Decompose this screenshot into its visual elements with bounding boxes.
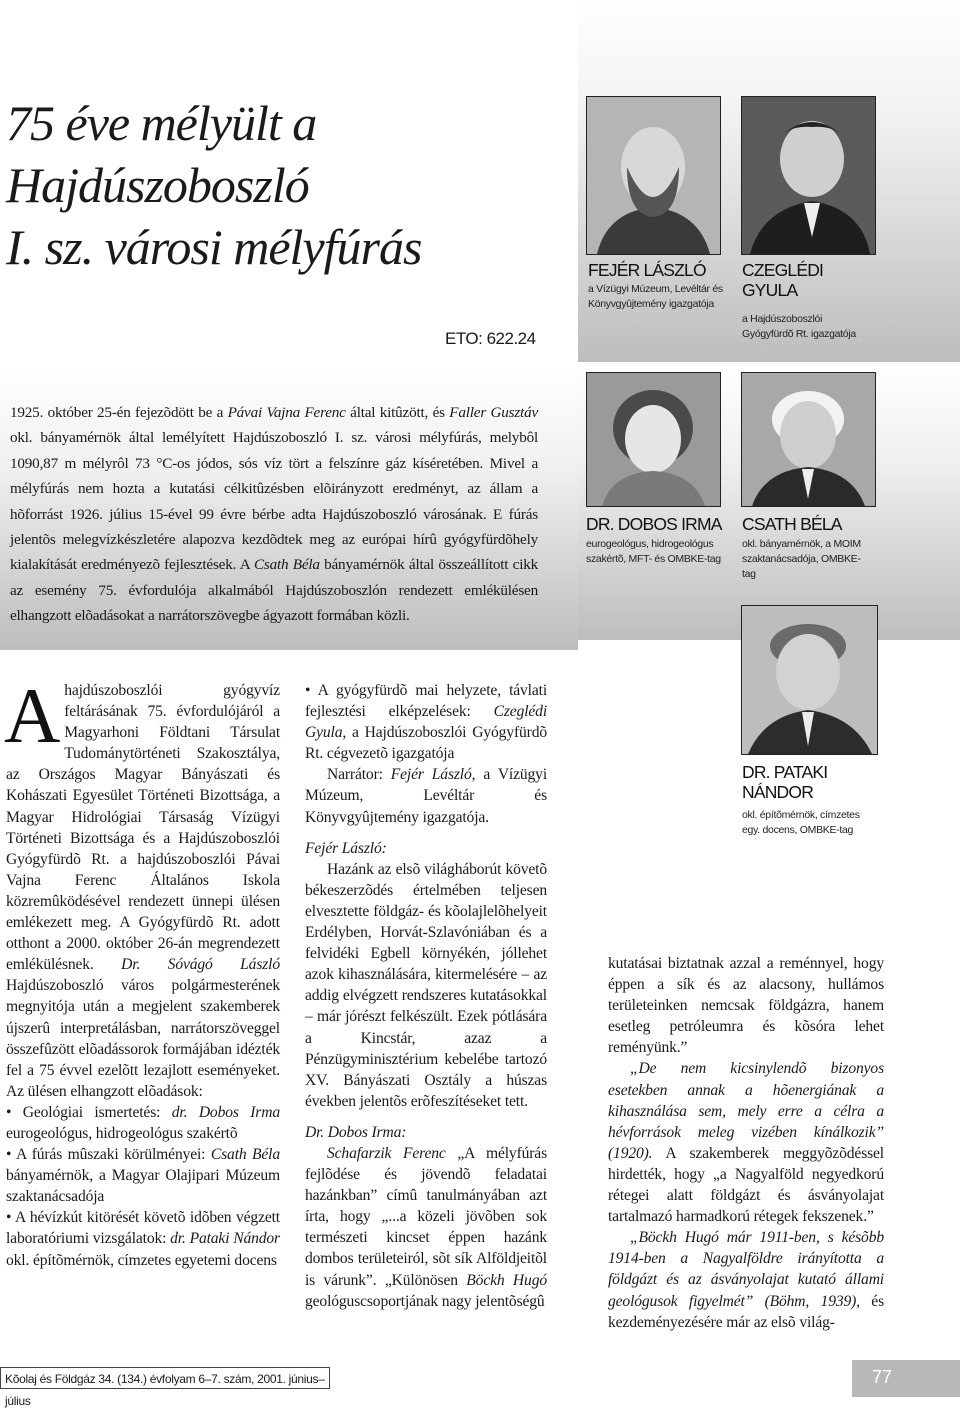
intro-name: Faller Gusztáv	[449, 404, 539, 421]
article-title	[6, 92, 566, 278]
person-role: okl. építõmérnök, címzetes egy. docens, OMBKE-tag	[742, 809, 860, 836]
portrait-photo-fejer	[586, 96, 721, 255]
person-role: okl. bányamérnök, a MOIM szaktanácsadója, OMBKE-tag	[742, 538, 861, 580]
list-item: • A fúrás mûszaki körülményei: Csath Béla bányamérnök, a Magyar Olajipari Múzeum szaktanácsadója	[6, 1146, 280, 1206]
title-line-3: I. sz. városi mélyfúrás	[6, 219, 422, 275]
page-number: 77	[871, 1367, 892, 1387]
drop-cap: A	[4, 672, 61, 759]
eto-code: ETO: 622.24	[445, 329, 536, 348]
title-line-2: Hajdúszoboszló	[6, 157, 309, 213]
portrait-photo-pataki	[741, 605, 878, 755]
column-1-paragraph: A hajdúszoboszlói gyógyvíz feltárásának 75. évfordulójáról a Magyarhoni Földtani Társulat Tudománytörténeti Szakosztálya, az Országos Magyar Bányászati és Kohászati Egyesület Történeti Bizottsága, a Magyar Hidrológiai Társaság Vízügyi Történeti Bizottsága és a Hajdúszoboszlói Gyógyfürdõ Rt. a hajdúszoboszlói Pávai Vajna Ferenc Általános Iskola közremûködésével rendezett ünnepi ülésen emlékezett meg. A Gyógyfürdõ Rt. adott otthont a 2000. október 26-án megrendezett emlékülésnek. Dr. Sóvágó László Hajdúszoboszló város polgármesterének megnyitója után a megjelent szakemberek újszerû interpretálásban, narrátorszöveggel összefûzött elõadássorok formájában idézték fel a 75 évvel ezelõtt lezajlott eseményeket. Az ülésen elhangzott elõadások:	[4, 672, 280, 1100]
body-column-1	[4, 672, 280, 1271]
narrator-paragraph: Narrátor: Fejér László, a Vízügyi Múzeum, Levéltár és Könyvgyûjtemény igazgatója.	[305, 766, 548, 826]
person-name: DR. DOBOS IRMA	[586, 514, 722, 534]
person-name: CZEGLÉDI GYULA	[742, 260, 824, 300]
person-role: a Vízügyi Múzeum, Levéltár és Könyvgyûjtemény igazgatója	[588, 283, 723, 310]
title-line-1: 75 éve mélyült a	[6, 95, 317, 151]
speaker-heading: Fejér László:	[305, 839, 387, 857]
portrait-photo-csath	[741, 372, 876, 507]
intro-paragraph: 1925. október 25-én fejezõdött be a Pávai Vajna Ferenc által kitûzött, és Faller Gusztáv okl. bányamérnök által lemélyített Hajdúszoboszló I. sz. városi mélyfúrás, melybôl 1090,87 m mélyrôl 73 °C-os jódos, sós víz tört a felszínre gáz kíséretében. Mivel a mélyfúrás nem hozta a kutatási célkitûzésben elõirányzott eredményt, az állam a hõforrást 1926. július 15-ével 99 évre bérbe adta Hajdúszoboszló városának. E fúrás jelentõs melegvízkészletére alapozva kezdõdtek meg az európai hírû gyógyfürdõhely kialakítását eredményezõ fejlesztések. A Csath Béla bányamérnök által összeállított cikk az esemény 75. évfordulója alkalmából Hajdúszoboszlón rendezett emlékülésen elhangzott elõadásokat a narrátorszövegbe ágyazott formában közli.	[10, 404, 539, 625]
speaker-heading: Dr. Dobos Irma:	[305, 1123, 407, 1141]
page-number-box	[852, 1360, 960, 1397]
body-paragraph: Schafarzik Ferenc „A mélyfúrás fejlõdése és jövendõ feladatai hazánkban” címû tanulmányában azt írta, hogy „...a közeli jövõben sok természeti kincset éppen hazánk dombos területeiról, sõt sík Alföldjeitõl is várunk”. „Különösen Böckh Hugó geológuscsoportjának nagy jelentõségû	[305, 1144, 547, 1310]
body-paragraph: kutatásai biztatnak azzal a reménnyel, hogy éppen a sík és az alacsony, hullámos területeinken nemcsak földgázra, hanem esetleg petróleumra és kõsóra lehet reményünk.”	[608, 955, 884, 1057]
portrait-photo-dobos	[586, 372, 721, 507]
body-paragraph: Hazánk az elsõ világháborút követõ békeszerzõdés értelmében teljesen elvesztette földgáz- és kõolajlelõhelyeit Erdélyben, Horvát-Szlavóniában és a felvidéki Egbell környékén, jóllehet azok kihasználására, kitermelésére – az addig elvégzett rendszeres kutatásokkal – már jórészt felkészült. Ezek pótlására a Kincstár, azaz a Pénzügyminisztérium kebelébe tartozó XV. Bányászati Osztály a húszas években jelentõs erõfeszítéseket tett.	[305, 860, 547, 1110]
list-item: • A hévízkút kitörését követõ idõben végzett laboratóriumi vizsgálatok: dr. Pataki Nándor okl. építõmérnök, címzetes egyetemi docens	[6, 1209, 280, 1269]
intro-name: Pávai Vajna Ferenc	[227, 404, 346, 421]
body-column-3	[608, 953, 884, 1333]
intro-name: Csath Béla	[253, 556, 320, 574]
body-column-2	[305, 680, 547, 1312]
list-item: • Geológiai ismertetés: dr. Dobos Irma eurogeológus, hidrogeológus szakértõ	[6, 1103, 280, 1142]
quote-paragraph: „De nem kicsinylendõ bizonyos esetekben annak a hõenergiának a kihasználása sem, mely erre a célra a hévforrások meleg vizében kínálkozik” (1920). A szakemberek meggyõzõdéssel hirdették, hogy „a Nagyalföld negyedkorú rétegei alatt földgázt és ásványolajat tartalmazó harmadkorú rétegek fekszenek.”	[608, 1060, 884, 1226]
journal-footer: Kõolaj és Földgáz 34. (134.) évfolyam 6–7. szám, 2001. június–július	[0, 1367, 330, 1389]
list-item: • A gyógyfürdõ mai helyzete, távlati fejlesztési elképzelések: Czeglédi Gyula, a Hajdúszoboszlói Gyógyfürdõ Rt. cégvezetõ igazgatója	[305, 682, 547, 763]
person-role: eurogeológus, hidrogeológus szakértõ, MFT- és OMBKE-tag	[586, 538, 721, 565]
person-name: FEJÉR LÁSZLÓ	[588, 260, 706, 280]
portrait-photo-czegledi	[741, 96, 876, 255]
person-name: DR. PATAKI NÁNDOR	[742, 762, 828, 802]
person-name: CSATH BÉLA	[742, 514, 842, 534]
quote-paragraph: „Böckh Hugó már 1911-ben, s késõbb 1914-ben a Nagyalföldre irányította a földgázt és az ásványolajat kutató állami geológusok figyelmét” (Böhm, 1939), és kezdeményezésére már az elsõ világ-	[608, 1229, 884, 1331]
person-role: a Hajdúszoboszlói Gyógyfürdõ Rt. igazgatója	[742, 313, 856, 340]
